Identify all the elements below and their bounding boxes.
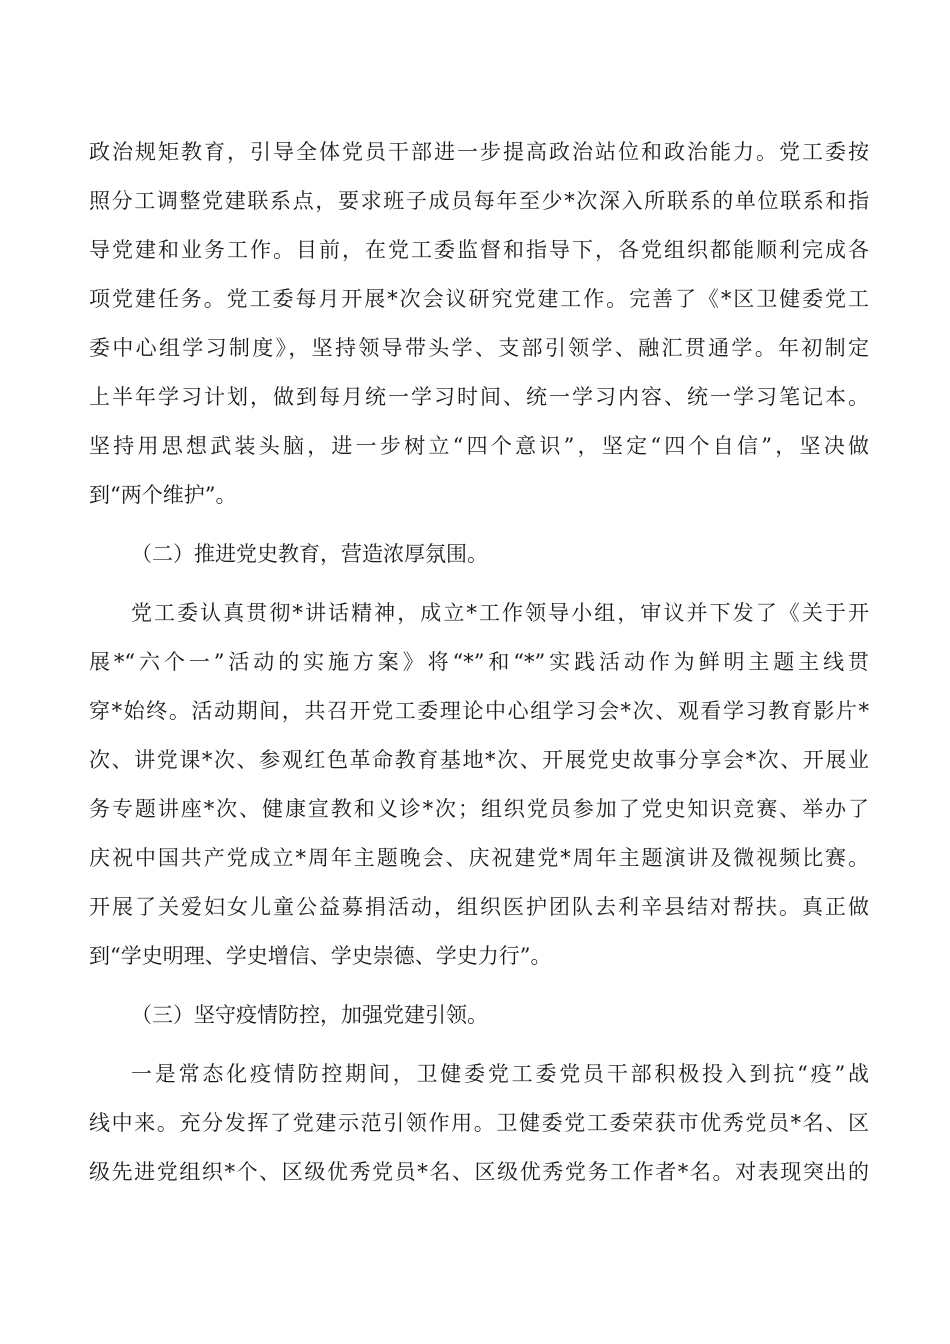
paragraph-line: 务专题讲座*次、健康宣教和义诊*次；组织党员参加了党史知识竞赛、举办了 bbox=[89, 797, 869, 821]
paragraph-line: 次、讲党课*次、参观红色革命教育基地*次、开展党史故事分享会*次、开展业 bbox=[89, 748, 869, 772]
paragraph-line: 党工委认真贯彻*讲话精神，成立*工作领导小组，审议并下发了《关于开 bbox=[131, 601, 869, 625]
paragraph-line: 线中来。充分发挥了党建示范引领作用。卫健委党工委荣获市优秀党员*名、区 bbox=[89, 1111, 869, 1135]
paragraph-line: 穿*始终。活动期间，共召开党工委理论中心组学习会*次、观看学习教育影片* bbox=[89, 699, 869, 723]
paragraph-line: 展*“六个一”活动的实施方案》将“*”和“*”实践活动作为鲜明主题主线贯 bbox=[89, 650, 869, 674]
paragraph-line: 上半年学习计划，做到每月统一学习时间、统一学习内容、统一学习笔记本。 bbox=[89, 385, 869, 409]
paragraph-line: 开展了关爱妇女儿童公益募捐活动，组织医护团队去利辛县结对帮扶。真正做 bbox=[89, 895, 869, 919]
paragraph-line: 坚持用思想武装头脑，进一步树立“四个意识”，坚定“四个自信”，坚决做 bbox=[89, 434, 869, 458]
paragraph-line: 照分工调整党建联系点，要求班子成员每年至少*次深入所联系的单位联系和指 bbox=[89, 189, 869, 213]
paragraph-line: 级先进党组织*个、区级优秀党员*名、区级优秀党务工作者*名。对表现突出的 bbox=[89, 1160, 869, 1184]
paragraph-line: 一是常态化疫情防控期间，卫健委党工委党员干部积极投入到抗“疫”战 bbox=[131, 1062, 869, 1086]
paragraph-line: 政治规矩教育，引导全体党员干部进一步提高政治站位和政治能力。党工委按 bbox=[89, 140, 869, 164]
paragraph-line: 庆祝中国共产党成立*周年主题晚会、庆祝建党*周年主题演讲及微视频比赛。 bbox=[89, 846, 869, 870]
paragraph-line: 到“两个维护”。 bbox=[89, 483, 237, 507]
paragraph-line: 导党建和业务工作。目前，在党工委监督和指导下，各党组织都能顺利完成各 bbox=[89, 238, 869, 262]
section-heading-2: （二）推进党史教育，营造浓厚氛围。 bbox=[131, 542, 488, 566]
paragraph-line: 到“学史明理、学史增信、学史崇德、学史力行”。 bbox=[89, 944, 552, 968]
paragraph-line: 项党建任务。党工委每月开展*次会议研究党建工作。完善了《*区卫健委党工 bbox=[89, 287, 869, 311]
paragraph-line: 委中心组学习制度》，坚持领导带头学、支部引领学、融汇贯通学。年初制定 bbox=[89, 336, 869, 360]
section-heading-3: （三）坚守疫情防控，加强党建引领。 bbox=[131, 1003, 488, 1027]
